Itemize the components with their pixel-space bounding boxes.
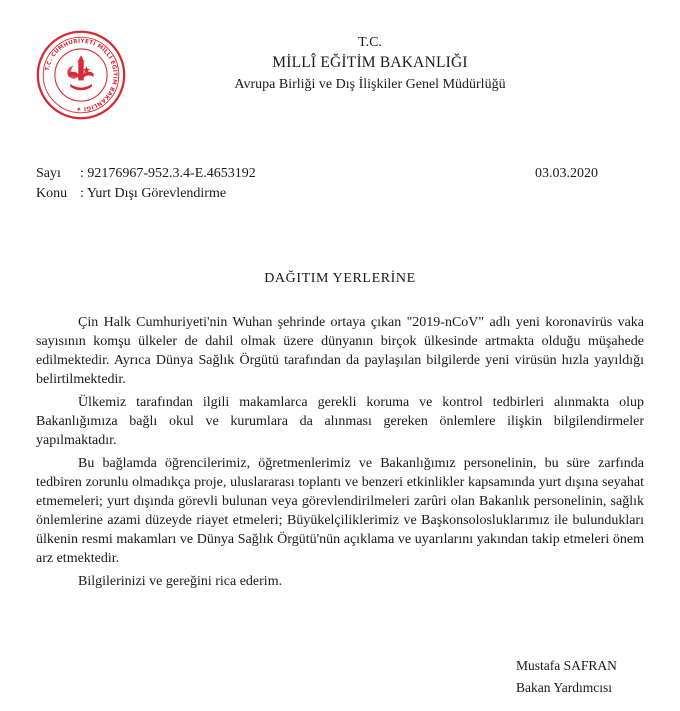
- signatory-name: Mustafa SAFRAN: [516, 658, 617, 673]
- signatory-title: Bakan Yardımcısı: [516, 680, 612, 695]
- letter-body: [36, 313, 644, 595]
- letterhead-tc: T.C.: [358, 35, 382, 50]
- recipient-heading: DAĞITIM YERLERİNE: [264, 271, 416, 286]
- body-paragraph: Ülkemiz tarafından ilgili makamlarca gerekli koruma ve kontrol tedbirleri alınmakta olup Bakanlığımıza bağlı okul ve kurumlara da alınması gereken önlemlere ilişkin bilgilendirmeler yapılmaktadır.: [36, 395, 644, 448]
- document-meta: [36, 164, 648, 204]
- body-paragraph: Bu bağlamda öğrencilerimiz, öğretmenlerimiz ve Bakanlığımız personelinin, bu süre zarfında tedbiren zorunlu olmadıkça proje, uluslararası toplantı ve benzeri etkinlikler kapsamında yurt dışına seyahat etmemeleri; yurt dışında görevli bulunan veya görevlendirilmeleri zarûri olan Bakanlık personelinin, sağlık önlemlerine azami düzeyde riayet etmeleri; Büyükelçiliklerimiz ve Başkonsolosluklarımız ile bulundukları ülkenin resmi makamları ve Dünya Sağlık Örgütü'nün açıklama ve uyarılarını yakından takip etmeleri önem arz etmektedir.: [36, 456, 644, 566]
- signature-block: [516, 655, 617, 699]
- konu-value: : Yurt Dışı Görevlendirme: [80, 186, 227, 201]
- closing-sentence: Bilgilerinizi ve gereğini rica ederim.: [78, 574, 283, 589]
- ministry-seal-logo: [36, 30, 126, 120]
- svg-text:T.C. CUMHURİYETİ MİLLÎ EĞİTİM: T.C. CUMHURİYETİ MİLLÎ EĞİTİM BAKANLIĞI ★: [44, 38, 118, 112]
- sayi-row: [36, 164, 648, 184]
- konu-row: [36, 184, 648, 204]
- letterhead-ministry: MİLLÎ EĞİTİM BAKANLIĞI: [272, 54, 468, 71]
- letterhead: [180, 34, 560, 96]
- konu-label: Konu: [36, 186, 68, 201]
- body-paragraph: Çin Halk Cumhuriyeti'nin Wuhan şehrinde ortaya çıkan "2019-nCoV" adlı yeni koronavirüs vaka sayısının komşu ülkeler de dahil olmak üzere dünyanın birçok ülkesinde artmakta olduğu müşahede edilmektedir. Ayrıca Dünya Sağlık Örgütü tarafından da paylaşılan bilgilerde yeni virüsün hızla yayıldığı belirtilmektedir.: [36, 315, 644, 387]
- letterhead-department: Avrupa Birliği ve Dış İlişkiler Genel Müdürlüğü: [234, 77, 506, 92]
- sayi-value: : 92176967-952.3.4-E.4653192: [80, 166, 256, 181]
- sayi-label: Sayı: [36, 166, 61, 181]
- document-date: 03.03.2020: [535, 166, 598, 181]
